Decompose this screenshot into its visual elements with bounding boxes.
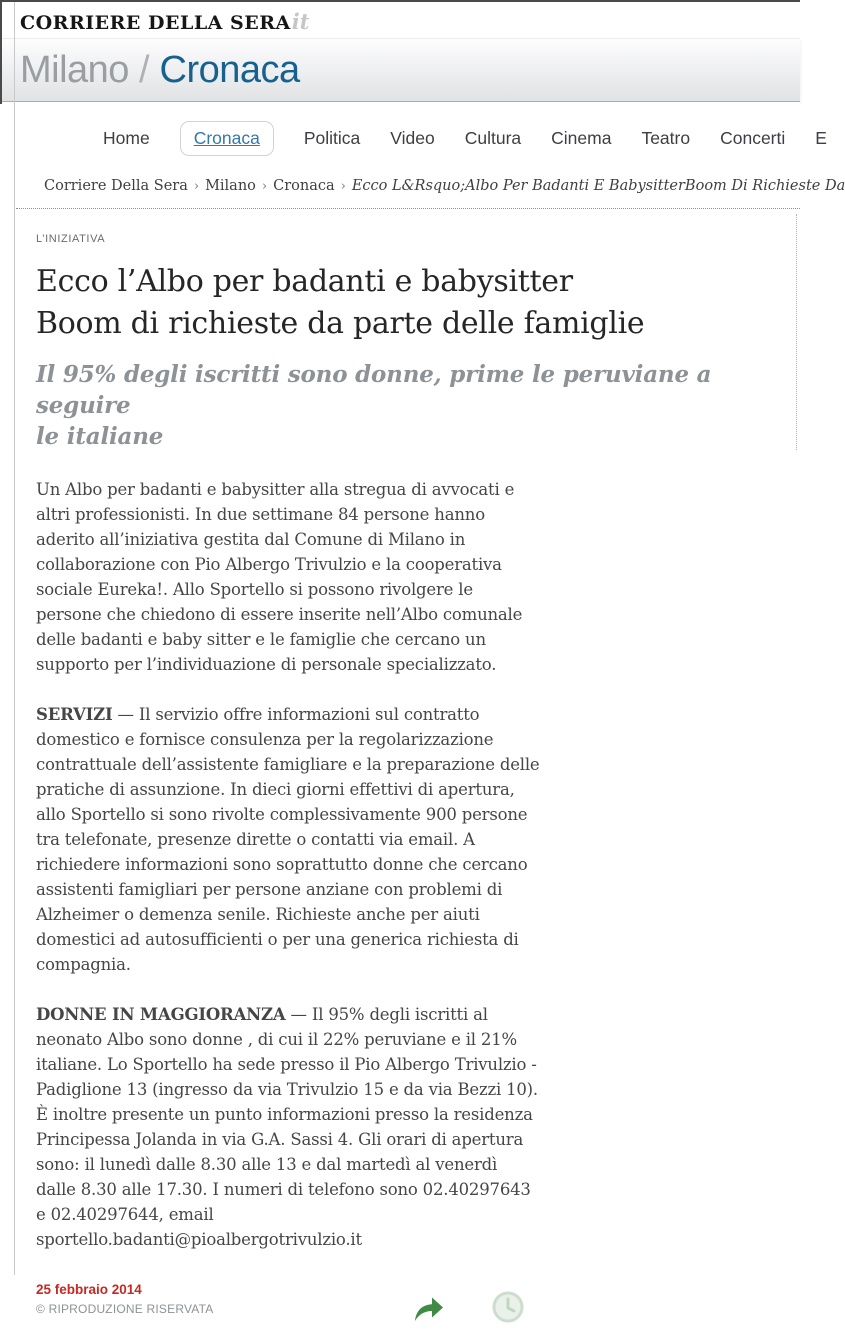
article-kicker: L’INIZIATIVA [36,233,106,245]
nav-item-cronaca[interactable]: Cronaca [180,121,274,156]
article-subtitle [36,359,800,452]
article-title-line2: Boom di richieste da parte delle famiglie [36,306,645,341]
nav-item-cinema[interactable]: Cinema [551,127,612,148]
paragraph-text: — Il servizio offre informazioni sul contratto domestico e fornisce consulenza per la regolarizzazione contrattuale dell’assistente famigliare e la preparazione delle pratiche di assunzione. In dieci giorni effettivi di apertura, allo Sportello si sono rivolte complessivamente 900 persone tra telefonate, presenze dirette o contatti via email. A richiedere informazioni sono soprattutto donne che cercano assistenti famigliari per persone anziane con problemi di Alzheimer o demenza senile. Richieste anche per aiuti domestici ad autosufficienti o per una generica richiesta di compagnia. [36,705,540,974]
breadcrumb-separator: › [261,179,268,194]
breadcrumb-link-cronaca[interactable]: Cronaca [273,178,335,194]
article-title [36,261,800,345]
column-divider-dotted [796,214,797,450]
nav-item-concerti[interactable]: Concerti [720,127,786,148]
share-arrow-icon[interactable] [413,1294,445,1324]
section-title-cronaca[interactable]: Cronaca [159,48,300,91]
breadcrumb-current-page: Ecco L&Rsquo;Albo Per Badanti E BabysitterBoom Di Richieste Da [351,178,845,194]
article-subtitle-line1: Il 95% degli iscritti sono donne, prime le peruviane a seguire [36,361,712,419]
nav-item-video[interactable]: Video [390,127,435,148]
section-header-band [0,38,800,102]
paragraph-lead-servizi: SERVIZI [36,705,113,724]
breadcrumb-separator: › [193,179,200,194]
nav-item-truncated[interactable]: E [815,127,827,148]
page-left-rule [14,2,15,1275]
nav-item-teatro[interactable]: Teatro [641,127,691,148]
article [36,233,800,1338]
breadcrumb [16,174,845,209]
nav-item-home[interactable]: Home [103,127,150,148]
breadcrumb-link-corriere[interactable]: Corriere Della Sera [44,178,188,194]
window-edge-dark [0,2,2,104]
paragraph-text: — Il 95% degli iscritti al neonato Albo sono donne , di cui il 22% peruviane e il 21% italiane. Lo Sportello ha sede presso il Pio Albergo Trivulzio - Padiglione 13 (ingresso da via Trivulzio 15 e da via Bezzi 10). È inoltre presente un punto informazioni presso la residenza Principessa Jolanda in via G.A. Sassi 4. Gli orari di apertura sono: il lunedì dalle 8.30 alle 13 e dal martedì al venerdì dalle 8.30 alle 17.30. I numeri di telefono sono 02.40297643 e 02.40297644, email sportello.badanti@pioalbergotrivulzio.it [36,1005,538,1249]
article-paragraph [36,1002,541,1252]
article-footer [36,1282,566,1338]
masthead [0,2,800,38]
article-paragraph [36,702,541,977]
section-separator: / [138,48,150,91]
breadcrumb-separator: › [340,179,346,194]
article-subtitle-line2: le italiane [36,423,164,450]
breadcrumb-link-milano[interactable]: Milano [205,178,256,194]
paragraph-text: Un Albo per badanti e babysitter alla stregua di avvocati e altri professionisti. In due settimane 84 persone hanno aderito all’iniziativa gestita dal Comune di Milano in collaborazione con Pio Albergo Trivulzio e la cooperativa sociale Eureka!. Allo Sportello si possono rivolgere le persone che chiedono di essere inserite nell’Albo comunale delle badanti e baby sitter e le famiglie che cercano un supporto per l’individuazione di personale specializzato. [36,480,523,674]
publication-date: 25 febbraio 2014 [36,1282,142,1297]
clock-icon[interactable] [491,1290,525,1324]
article-title-line1: Ecco l’Albo per badanti e babysitter [36,264,573,299]
paragraph-lead-donne: DONNE IN MAGGIORANZA [36,1005,286,1024]
corriere-logo[interactable]: CORRIERE DELLA SERA [20,12,291,34]
copyright-notice: © RIPRODUZIONE RISERVATA [36,1302,214,1316]
nav-item-cultura[interactable]: Cultura [464,127,522,148]
article-paragraph [36,477,541,677]
nav-item-politica[interactable]: Politica [303,127,361,148]
article-body [36,477,541,1252]
corriere-logo-it-suffix: it [291,9,310,34]
main-nav [0,102,827,174]
section-title-milano[interactable]: Milano [20,48,129,91]
